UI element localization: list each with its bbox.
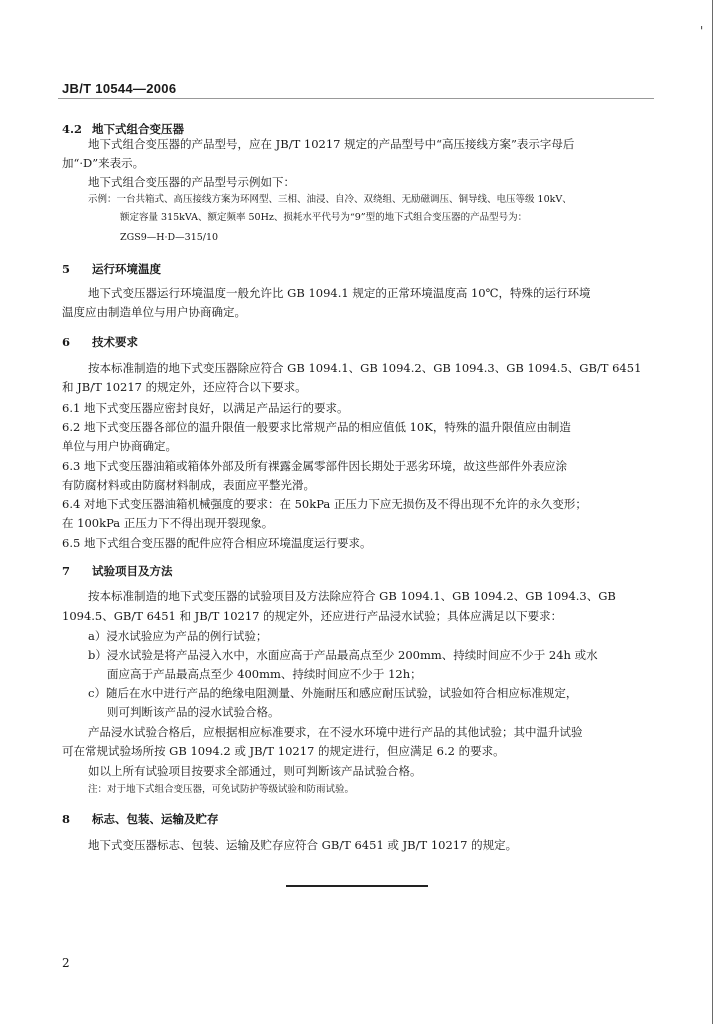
paragraph: 可在常规试验场所按 GB 1094.2 或 JB/T 10217 的规定进行，但应满足 6.2 的要求。 bbox=[62, 744, 505, 758]
clause-6-4-cont: 在 100kPa 正压力下不得出现开裂现象。 bbox=[62, 516, 274, 530]
example-text: 额定容量 315kVA、额定频率 50Hz、损耗水平代号为“9”型的地下式组合变压器的产品型号为： bbox=[120, 212, 528, 223]
section-5-heading: 5 运行环境温度 bbox=[62, 262, 161, 276]
list-item-b: b）浸水试验是将产品浸入水中，水面应高于产品最高点至少 200mm、持续时间应不少于 24h 或水 bbox=[88, 648, 598, 662]
list-item-b-cont: 面应高于产品最高点至少 400mm、持续时间应不少于 12h； bbox=[107, 667, 422, 681]
paragraph: 加“·D”来表示。 bbox=[62, 156, 145, 170]
paragraph: 地下式组合变压器的产品型号示例如下： bbox=[88, 175, 295, 189]
paragraph: 地下式变压器运行环境温度一般允许比 GB 1094.1 规定的正常环境温度高 10℃，特殊的运行环境 bbox=[88, 286, 591, 300]
section-8-heading: 8 标志、包装、运输及贮存 bbox=[62, 812, 219, 826]
document-number: JB/T 10544—2006 bbox=[62, 81, 177, 96]
paragraph: 1094.5、GB/T 6451 和 JB/T 10217 的规定外，还应进行产品浸水试验；具体应满足以下要求： bbox=[62, 609, 563, 623]
paragraph: 如以上所有试验项目按要求全部通过，则可判断该产品试验合格。 bbox=[88, 764, 422, 778]
paragraph: 产品浸水试验合格后，应根据相应标准要求，在不浸水环境中进行产品的其他试验；其中温升试验 bbox=[88, 725, 583, 739]
section-7-heading: 7 试验项目及方法 bbox=[62, 564, 173, 578]
clause-6-2-cont: 单位与用户协商确定。 bbox=[62, 439, 177, 453]
clause-6-3: 6.3 地下式变压器油箱或箱体外部及所有裸露金属零部件因长期处于恶劣环境，故这些部件外表应涂 bbox=[62, 459, 567, 473]
paragraph: 温度应由制造单位与用户协商确定。 bbox=[62, 305, 246, 319]
header-rule bbox=[58, 98, 654, 99]
scan-edge-line bbox=[712, 0, 713, 1024]
paragraph: 按本标准制造的地下式变压器的试验项目及方法除应符合 GB 1094.1、GB 1094.2、GB 1094.3、GB bbox=[88, 589, 616, 603]
page-number: 2 bbox=[62, 956, 70, 970]
paragraph: 地下式变压器标志、包装、运输及贮存应符合 GB/T 6451 或 JB/T 10217 的规定。 bbox=[88, 838, 518, 852]
clause-6-5: 6.5 地下式组合变压器的配件应符合相应环境温度运行要求。 bbox=[62, 536, 372, 550]
paragraph: 按本标准制造的地下式变压器除应符合 GB 1094.1、GB 1094.2、GB 1094.3、GB 1094.5、GB/T 6451 bbox=[88, 361, 642, 375]
section-4-2-heading: 4.2 地下式组合变压器 bbox=[62, 122, 184, 136]
clause-6-1: 6.1 地下式变压器应密封良好，以满足产品运行的要求。 bbox=[62, 401, 349, 415]
clause-6-2: 6.2 地下式变压器各部位的温升限值一般要求比常规产品的相应值低 10K，特殊的温升限值应由制造 bbox=[62, 420, 571, 434]
end-of-text-rule bbox=[286, 885, 428, 887]
paragraph: 和 JB/T 10217 的规定外，还应符合以下要求。 bbox=[62, 380, 307, 394]
clause-6-3-cont: 有防腐材料或由防腐材料制成，表面应平整光滑。 bbox=[62, 478, 315, 492]
example-model-code: ZGS9—H·D—315/10 bbox=[120, 232, 219, 243]
section-6-heading: 6 技术要求 bbox=[62, 335, 138, 349]
scan-mark: ' bbox=[700, 24, 704, 38]
list-item-c-cont: 则可判断该产品的浸水试验合格。 bbox=[107, 705, 280, 719]
note-text: 注：对于地下式组合变压器，可免试防护等级试验和防雨试验。 bbox=[88, 784, 355, 795]
list-item-a: a）浸水试验应为产品的例行试验； bbox=[88, 629, 268, 643]
list-item-c: c）随后在水中进行产品的绝缘电阻测量、外施耐压和感应耐压试验，试验如符合相应标准规定， bbox=[88, 686, 578, 700]
clause-6-4: 6.4 对地下式变压器油箱机械强度的要求：在 50kPa 正压力下应无损伤及不得出现不允许的永久变形； bbox=[62, 497, 587, 511]
example-text: 示例：一台共箱式、高压接线方案为环网型、三相、油浸、自冷、双绕组、无励磁调压、铜导线、电压等级 10kV、 bbox=[88, 194, 572, 205]
paragraph: 地下式组合变压器的产品型号，应在 JB/T 10217 规定的产品型号中“高压接线方案”表示字母后 bbox=[88, 137, 575, 151]
